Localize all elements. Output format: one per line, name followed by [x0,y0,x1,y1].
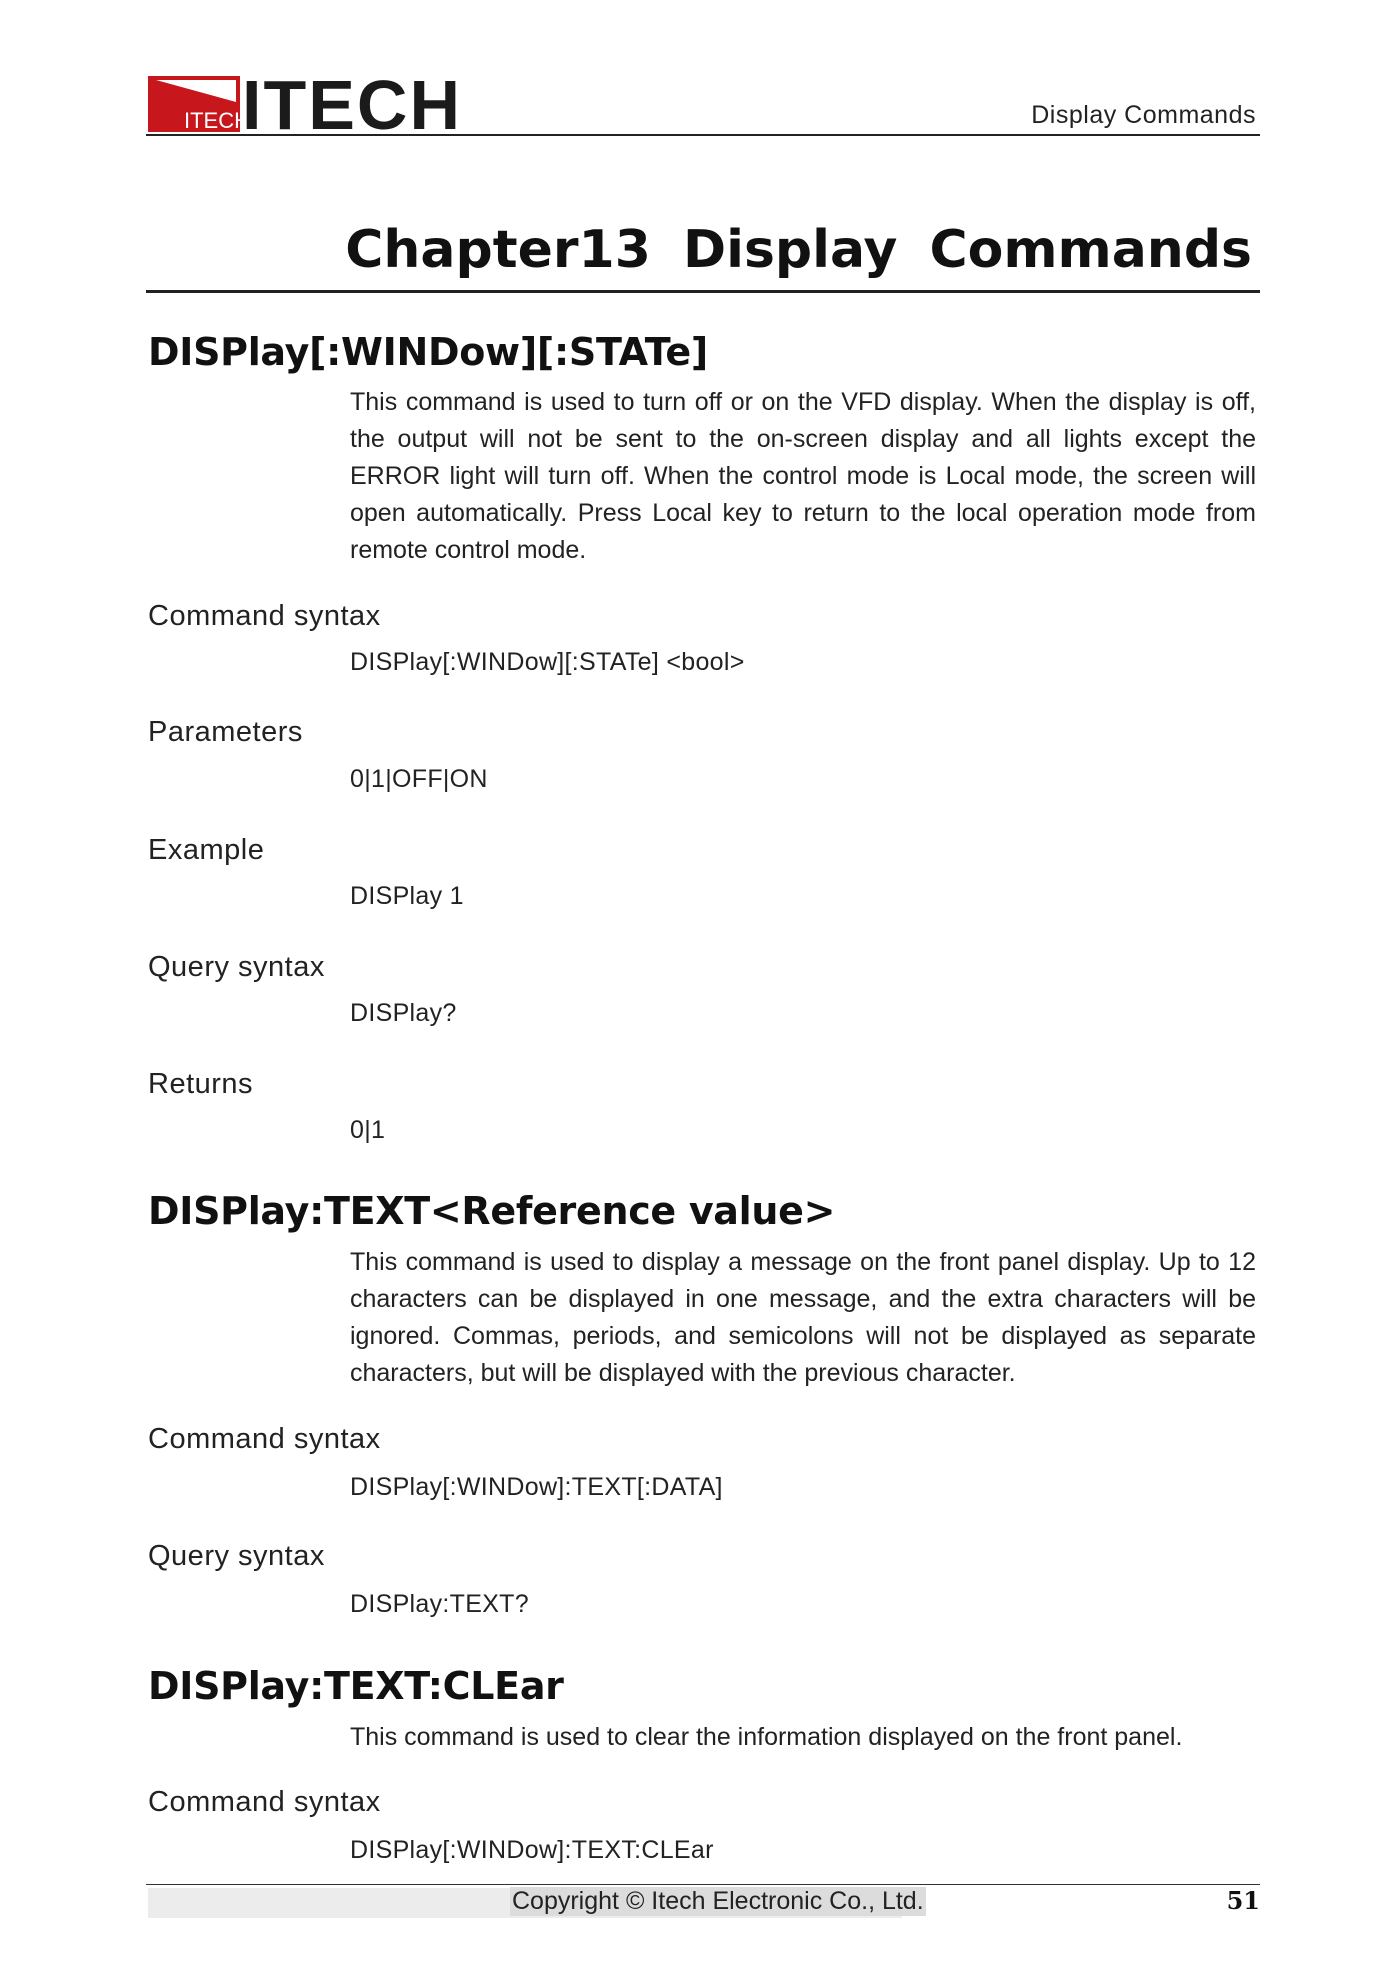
itech-logo [148,66,462,144]
page-header [146,66,1260,144]
label-parameters: Parameters [148,716,303,748]
value-query-syntax: DISPlay:TEXT? [350,1590,529,1618]
value-command-syntax: DISPlay[:WINDow]:TEXT[:DATA] [350,1473,723,1501]
label-command-syntax: Command syntax [148,1786,381,1818]
label-command-syntax: Command syntax [148,1423,381,1455]
chapter-title: Chapter13 Display Commands [345,220,1252,280]
chapter-heading [146,214,1260,293]
page-number: 51 [1226,1886,1260,1915]
value-returns: 0|1 [350,1116,386,1144]
logo-wordmark: ITECH [242,66,462,144]
label-example: Example [148,834,265,866]
label-returns: Returns [148,1068,254,1100]
section-title-display-text: DISPlay:TEXT<Reference value> [148,1189,836,1233]
value-example: DISPlay 1 [350,882,464,910]
value-query-syntax: DISPlay? [350,999,457,1027]
footer-rule [146,1884,1260,1885]
section-description-display-text: This command is used to display a message on the front panel display. Up to 12 characters can be displayed in one message, and the extra characters will be ignored. Commas, periods, and semicolons will not be displayed as separate characters, but will be displayed with the previous character. [350,1248,1256,1387]
value-command-syntax: DISPlay[:WINDow]:TEXT:CLEar [350,1836,714,1864]
value-parameters: 0|1|OFF|ON [350,765,488,793]
label-query-syntax: Query syntax [148,1540,325,1572]
running-head: Display Commands [1031,101,1256,129]
section-title-display-text-clear: DISPlay:TEXT:CLEar [148,1664,564,1708]
section-description-display-state: This command is used to turn off or on the VFD display. When the display is off, the output will not be sent to the on-screen display and all lights except the ERROR light will turn off. When the control mode is Local mode, the screen will open automatically. Press Local key to return to the local operation mode from remote control mode. [350,388,1256,564]
logo-badge-text: ITECH [184,108,250,133]
label-query-syntax: Query syntax [148,951,325,983]
footer-copyright: Copyright © Itech Electronic Co., Ltd. [512,1887,924,1915]
section-description-display-text-clear: This command is used to clear the information displayed on the front panel. [350,1723,1183,1751]
logo-badge-icon [148,76,250,133]
section-title-display-state: DISPlay[:WINDow][:STATe] [148,330,708,374]
value-command-syntax: DISPlay[:WINDow][:STATe] <bool> [350,648,745,676]
label-command-syntax: Command syntax [148,600,381,632]
